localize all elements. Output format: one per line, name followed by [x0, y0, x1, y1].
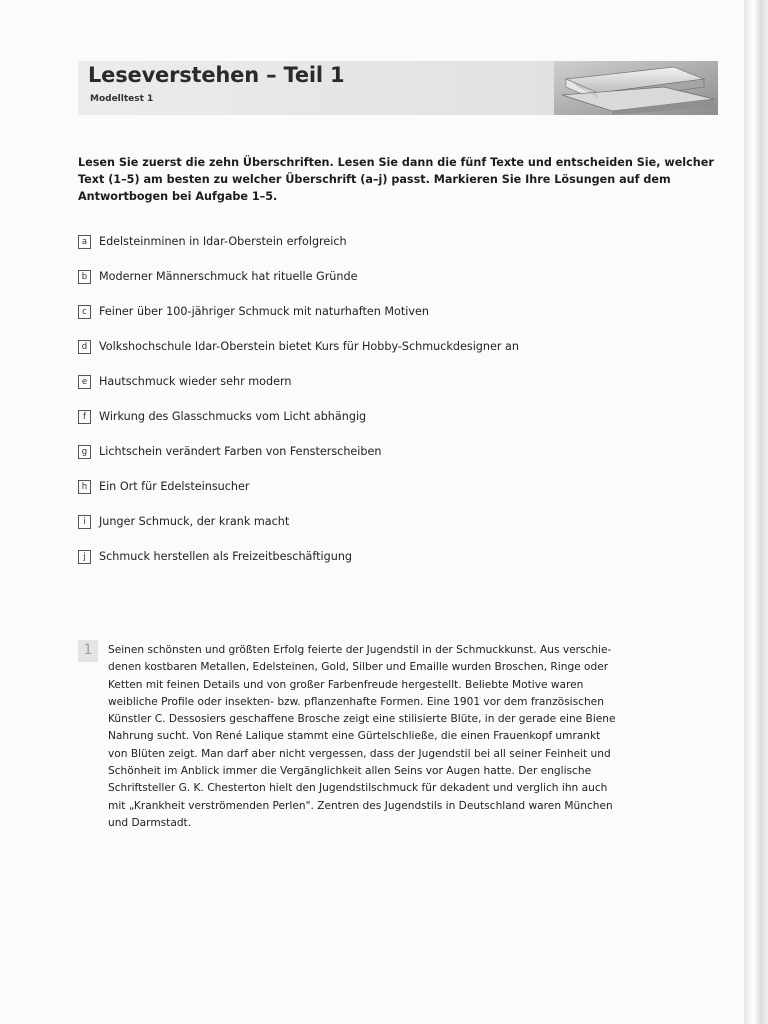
heading-text: Wirkung des Glasschmucks vom Licht abhängig — [99, 410, 367, 423]
heading-text: Moderner Männerschmuck hat rituelle Gründe — [99, 270, 358, 283]
text-line: Künstler C. Dessosiers geschaffene Brosche zeigt eine stilisierte Blüte, in der gerade eine Biene — [108, 713, 616, 726]
list-item — [78, 329, 718, 364]
heading-text: Volkshochschule Idar-Oberstein bietet Kurs für Hobby-Schmuckdesigner an — [99, 340, 519, 353]
list-item — [78, 434, 718, 469]
list-item — [78, 399, 718, 434]
heading-text: Schmuck herstellen als Freizeitbeschäftigung — [99, 550, 353, 563]
heading-text: Ein Ort für Edelsteinsucher — [99, 480, 250, 493]
text-number-badge: 1 — [78, 640, 98, 662]
list-item — [78, 469, 718, 504]
task-instructions: Lesen Sie zuerst die zehn Überschriften. Lesen Sie dann die fünf Texte und entscheiden Sie, welcher Text (1–5) am besten zu welcher Überschrift (a–j) passt. Markieren Sie Ihre Lösungen auf dem Antwortbogen bei Aufgabe 1–5. — [78, 156, 714, 203]
book-spine-edge — [744, 0, 768, 1024]
text-line: Schönheit im Anblick immer die Vergänglichkeit allen Seins vor Augen hatte. Der englische — [108, 765, 592, 778]
text-line: Seinen schönsten und größten Erfolg feierte der Jugendstil in der Schmuckkunst. Aus verschie- — [108, 644, 612, 656]
heading-letter-box: b — [78, 270, 91, 284]
text-line: von Blüten zeigt. Man darf aber nicht vergessen, dass der Jugendstil bei all seiner Feinheit und — [108, 747, 611, 760]
heading-letter-box: e — [78, 375, 91, 389]
page-title: Leseverstehen – Teil 1 — [88, 63, 345, 87]
heading-text: Feiner über 100-jähriger Schmuck mit naturhaften Motiven — [99, 305, 429, 318]
heading-letter-box: j — [78, 550, 91, 564]
text-line: denen kostbaren Metallen, Edelsteinen, Gold, Silber und Emaille wurden Broschen, Ringe oder — [108, 661, 609, 674]
page-subtitle: Modelltest 1 — [90, 94, 154, 104]
list-item — [78, 504, 718, 539]
text-body — [108, 642, 714, 832]
text-line: Schriftsteller G. K. Chesterton hielt den Jugendstilschmuck für dekadent und verglich ihn auch — [108, 782, 608, 795]
heading-letter-box: i — [78, 515, 91, 529]
heading-letter-box: g — [78, 445, 91, 459]
text-line: mit „Krankheit verströmenden Perlen". Zentren des Jugendstils in Deutschland waren München — [108, 799, 613, 812]
heading-letter-box: a — [78, 235, 91, 249]
list-item — [78, 539, 718, 574]
heading-list — [78, 224, 718, 574]
heading-letter-box: c — [78, 305, 91, 319]
heading-text: Junger Schmuck, der krank macht — [99, 515, 290, 528]
stack-of-books-icon — [554, 61, 718, 115]
heading-text: Lichtschein verändert Farben von Fensterscheiben — [99, 445, 382, 458]
list-item — [78, 294, 718, 329]
heading-letter-box: d — [78, 340, 91, 354]
books-image — [554, 61, 718, 115]
text-line: und Darmstadt. — [108, 816, 192, 829]
heading-letter-box: h — [78, 480, 91, 494]
list-item — [78, 259, 718, 294]
text-line: weibliche Profile oder insekten- bzw. pflanzenhafte Formen. Eine 1901 vor dem französischen — [108, 695, 604, 708]
text-line: Ketten mit feinen Details und von großer Farbenfreude hergestellt. Beliebte Motive waren — [108, 678, 584, 691]
heading-text: Edelsteinminen in Idar-Oberstein erfolgreich — [99, 235, 347, 248]
list-item — [78, 364, 718, 399]
section-header — [78, 61, 718, 115]
list-item — [78, 224, 718, 259]
text-line: Nahrung sucht. Von René Lalique stammt eine Gürtelschließe, die einen Frauenkopf umrankt — [108, 730, 601, 743]
heading-text: Hautschmuck wieder sehr modern — [99, 375, 292, 388]
heading-letter-box: f — [78, 410, 91, 424]
